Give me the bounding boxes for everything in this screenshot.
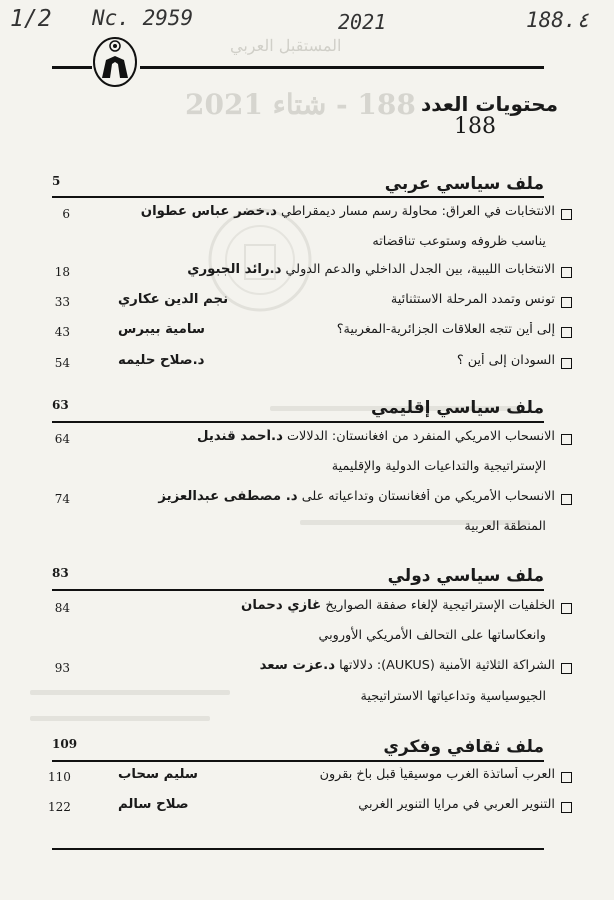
- entry-author: سامية بيبرس: [118, 322, 205, 337]
- handwritten-fraction: 1/2: [10, 6, 52, 32]
- entry-page: 110: [48, 770, 71, 784]
- entry-line: [72, 204, 555, 219]
- checkbox-icon: [561, 802, 572, 813]
- entry-author: د.أحمد قنديل: [197, 429, 283, 444]
- entry-page: 18: [54, 265, 70, 279]
- entry-continuation: يناسب ظروفه وستوعب تناقضاته: [372, 234, 546, 249]
- entry-continuation: الإستراتيجية والتداعيات الدولية والإقليمية: [331, 459, 546, 474]
- section-title-cultural: ملف ثقافي وفكري: [383, 737, 544, 757]
- section-page: 63: [52, 398, 69, 412]
- section-rule: [52, 196, 544, 198]
- entry-page: 33: [54, 295, 70, 309]
- toc-entry[interactable]: [48, 797, 572, 819]
- section-title-international-political: ملف سياسي دولي: [387, 566, 544, 586]
- toc-entry[interactable]: [48, 429, 572, 451]
- header-rule: [140, 66, 544, 69]
- entry-page: 122: [48, 800, 71, 814]
- toc-title: محتويات العدد: [420, 92, 558, 116]
- entry-line: [72, 262, 555, 277]
- section-title-arab-political: ملف سياسي عربي: [384, 174, 544, 194]
- checkbox-icon: [561, 663, 572, 674]
- entry-page: 6: [62, 207, 70, 221]
- checkbox-icon: [561, 209, 572, 220]
- toc-entry[interactable]: [48, 658, 572, 680]
- entry-author: سليم سحاب: [118, 767, 199, 782]
- checkbox-icon: [561, 297, 572, 308]
- entry-author: د.عزت سعد: [259, 658, 336, 673]
- toc-entry[interactable]: [48, 292, 572, 314]
- entry-author: د. مصطفى عبدالعزيز: [158, 489, 298, 504]
- entry-author: صلاح سالم: [118, 797, 189, 812]
- entry-title: التنوير العربي في مرايا التنوير الغربي: [358, 797, 555, 812]
- entry-line: [72, 658, 555, 673]
- entry-author: د.خضر عباس عطوان: [140, 204, 277, 219]
- entry-title: الشراكة الثلاثية الأمنية (AUKUS): دلالاتها: [339, 658, 555, 673]
- section-rule: [52, 760, 544, 762]
- entry-author: د.رائد الجبوري: [187, 262, 282, 277]
- section-rule: [52, 589, 544, 591]
- checkbox-icon: [561, 603, 572, 614]
- section-page: 83: [52, 566, 69, 580]
- faint-issue-line: 188 - شتاء 2021: [185, 88, 416, 121]
- entry-title: الانسحاب الامريكي المنفرد من افغانستان: الدلالات: [287, 429, 555, 444]
- toc-entry[interactable]: [48, 262, 572, 284]
- entry-line: [72, 489, 555, 504]
- toc-entry[interactable]: [48, 353, 572, 375]
- toc-entry[interactable]: [48, 767, 572, 789]
- section-page: 109: [52, 737, 78, 751]
- entry-title: الانسحاب الأمريكي من أفغانستان وتداعياته على: [301, 489, 555, 504]
- entry-page: 64: [54, 432, 70, 446]
- checkbox-icon: [561, 494, 572, 505]
- toc-entry[interactable]: [48, 322, 572, 344]
- checkbox-icon: [561, 434, 572, 445]
- emblem-logo-icon: [92, 30, 138, 88]
- entry-page: 74: [54, 492, 70, 506]
- toc-entry[interactable]: [48, 489, 572, 511]
- entry-author: نجم الدين عكاري: [118, 292, 229, 307]
- checkbox-icon: [561, 267, 572, 278]
- handwritten-year: 2021: [338, 10, 387, 34]
- issue-number: 188: [454, 114, 496, 139]
- entry-page: 93: [54, 661, 70, 675]
- entry-title: تونس وتمدد المرحلة الاستثنائية: [390, 292, 555, 307]
- entry-title: الخلفيات الإستراتيجية لإلغاء صفقة الصواريخ: [325, 598, 555, 613]
- checkbox-icon: [561, 327, 572, 338]
- entry-title: الانتخابات في العراق: محاولة رسم مسار ديمقراطي: [281, 204, 555, 219]
- handwritten-issue: 188.٤: [526, 8, 590, 32]
- toc-entry[interactable]: [48, 204, 572, 226]
- section-rule: [52, 421, 544, 423]
- entry-page: 84: [54, 601, 70, 615]
- faint-journal-title: المستقبل العربي: [230, 36, 342, 55]
- section-title-regional-political: ملف سياسي إقليمي: [371, 398, 544, 418]
- faint-bleed-line: [30, 716, 210, 721]
- checkbox-icon: [561, 772, 572, 783]
- entry-page: 43: [54, 325, 70, 339]
- entry-title: الانتخابات الليبية، بين الجدل الداخلي والدعم الدولي: [285, 262, 555, 277]
- faint-bleed-line: [30, 690, 230, 695]
- entry-author: د.صلاح حليمه: [118, 353, 205, 368]
- entry-continuation: الجيوسياسية وتداعياتها الاستراتيجية: [360, 689, 546, 704]
- entry-page: 54: [54, 356, 70, 370]
- handwritten-reference: Nc. 2959: [92, 6, 194, 30]
- toc-entry[interactable]: [48, 598, 572, 620]
- entry-title: العرب أساتذة الغرب موسيقياً قبل باخ بقرون: [319, 767, 555, 782]
- checkbox-icon: [561, 358, 572, 369]
- header-rule-left: [52, 66, 92, 69]
- entry-title: إلى أين تتجه العلاقات الجزائرية-المغربية؟: [336, 322, 555, 337]
- entry-continuation: المنطقة العربية: [464, 519, 546, 534]
- entry-continuation: وانعكاساتها على التحالف الأمريكي الأوروبي: [318, 628, 546, 643]
- section-page: 5: [52, 174, 61, 188]
- entry-author: غازي دحمان: [241, 598, 322, 613]
- entry-line: [72, 429, 555, 444]
- entry-line: [72, 598, 555, 613]
- entry-title: السودان إلى أين ؟: [456, 353, 555, 368]
- bottom-rule: [52, 848, 544, 850]
